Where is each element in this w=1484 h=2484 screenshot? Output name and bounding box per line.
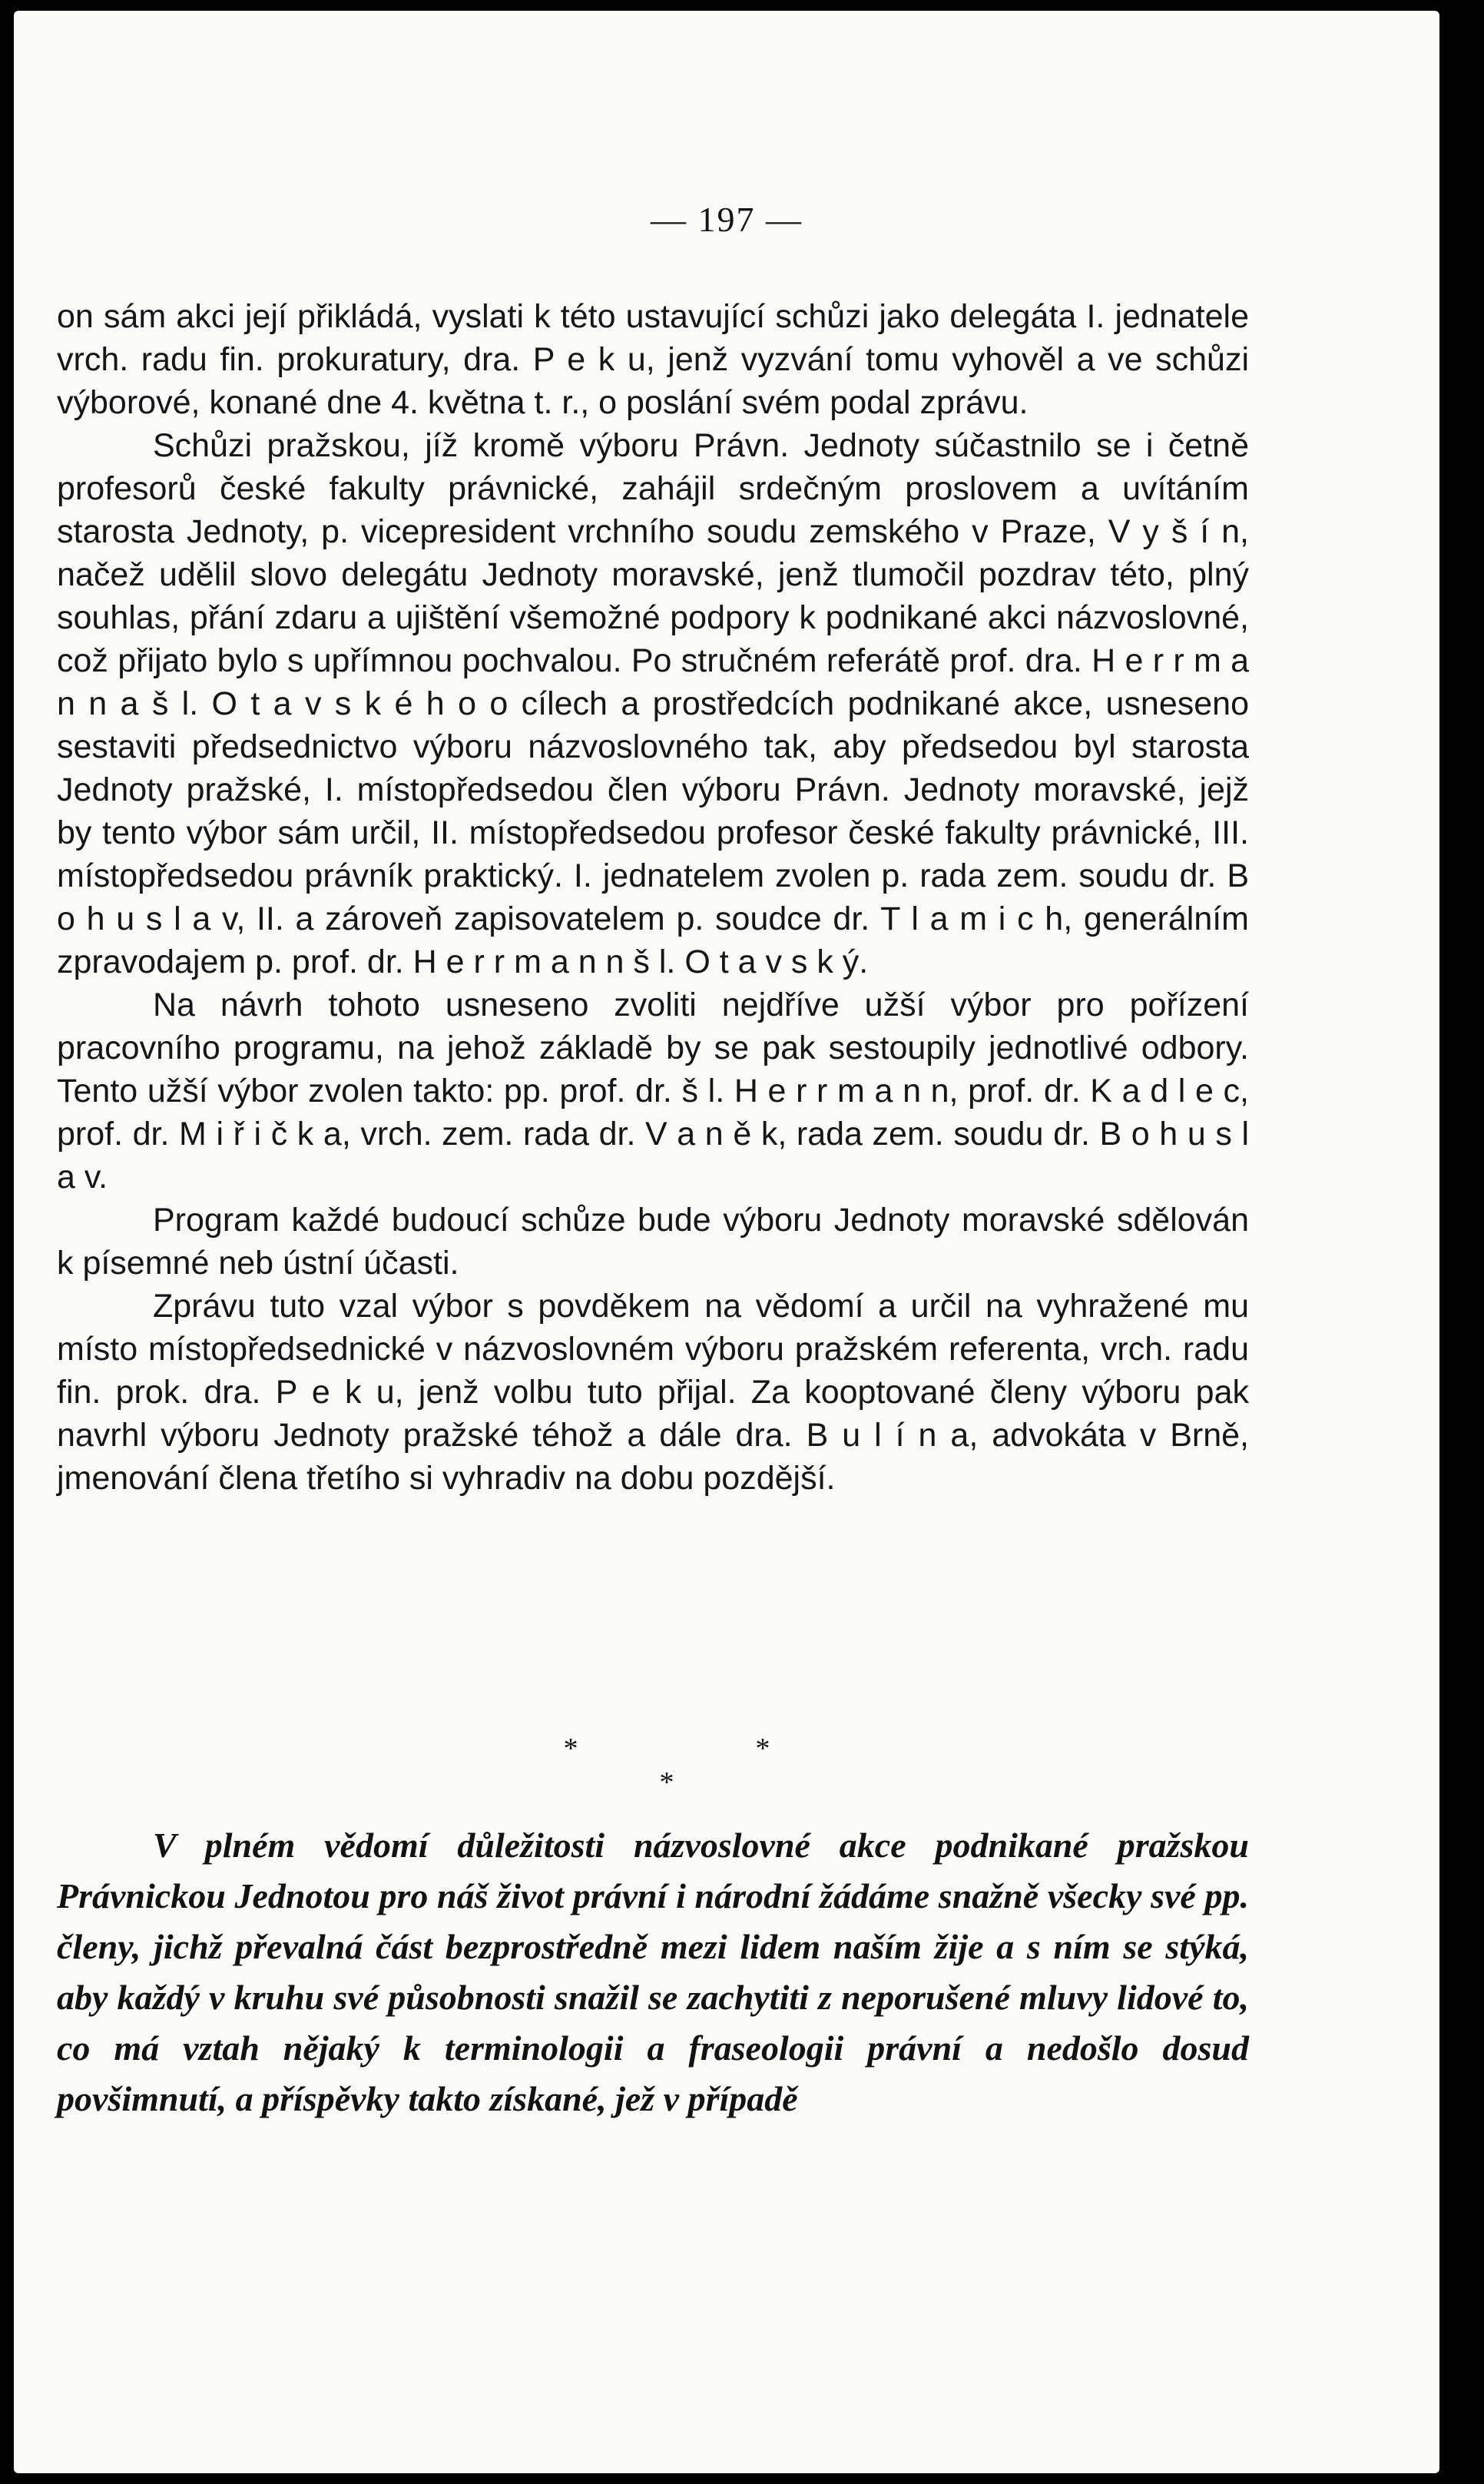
separator-star-bottom: *	[659, 1766, 674, 1799]
paragraph-narrow-committee: Na návrh tohoto usneseno zvoliti nejdříve užší výbor pro pořízení pracovního programu, na jehož základě by se pak sestoupily jednotlivé odbory. Tento užší výbor zvolen takto: pp. prof. dr. š l. H e r r m a n n, prof. dr. K a d l e c, prof. dr. M i ř i č k a, vrch. zem. rada dr. V a n ě k, rada zem. soudu dr. B o h u s l a v.	[57, 987, 1249, 1196]
paragraph-program: Program každé budoucí schůze bude výboru Jednoty moravské sdělován k písemné neb ústní účasti.	[57, 1202, 1249, 1282]
separator-star-right: *	[755, 1733, 770, 1765]
paragraph-meeting-report: Schůzi pražskou, jíž kromě výboru Právn. Jednoty súčastnilo se i četně profesorů české fakulty právnické, zahájil srdečným proslovem a uvítáním starosta Jednoty, p. vicepresident vrchního soudu zemského v Praze, V y š í n, načež udělil slovo delegátu Jednoty moravské, jenž tlumočil pozdrav této, plný souhlas, přání zdaru a ujištění všemožné podpory k podnikané akci názvoslovné, což přijato bylo s upřímnou pochvalou. Po stručném referátě prof. dra. H e r r m a n n a š l. O t a v s k é h o o cílech a prostředcích podnikané akce, usneseno sestaviti předsednictvo výboru názvoslovného tak, aby předsedou byl starosta Jednoty pražské, I. místopředsedou člen výboru Právn. Jednoty moravské, jejž by tento výbor sám určil, II. místopředsedou profesor české fakulty právnické, III. místopředsedou právník praktický. I. jednatelem zvolen p. rada zem. soudu dr. B o h u s l a v, II. a zároveň zapisovatelem p. soudce dr. T l a m i c h, generálním zpravodajem p. prof. dr. H e r r m a n n š l. O t a v s k ý.	[57, 427, 1249, 980]
separator-star-left: *	[563, 1733, 578, 1765]
section-separator	[14, 1732, 1320, 1799]
paragraph-continuation: on sám akci její přikládá, vyslati k této ustavující schůzi jako delegáta I. jednatele vrch. radu fin. prokuratury, dra. P e k u, jenž vyzvání tomu vyhověl a ve schůzi výborové, konané dne 4. května t. r., o poslání svém podal zprávu.	[57, 298, 1249, 421]
appeal-paragraph: V plném vědomí důležitosti názvoslovné akce podnikané pražskou Právnickou Jednotou pro náš život právní i národní žádáme snažně všecky své pp. členy, jichž převalná část bezprostředně mezi lidem naším žije a s ním se stýká, aby každý v kruhu své působnosti snažil se zachytiti z neporušené mluvy lidové to, co má vztah nějaký k terminologii a fraseologii právní a nedošlo dosud povšimnutí, a příspěvky takto získané, jež v případě	[57, 1826, 1249, 2118]
document-page	[14, 11, 1439, 2473]
paragraph-committee-decision: Zprávu tuto vzal výbor s povděkem na vědomí a určil na vyhražené mu místo místopředsednické v názvoslovném výboru pražském referenta, vrch. radu fin. prok. dra. P e k u, jenž volbu tuto přijal. Za kooptované členy výboru pak navrhl výboru Jednoty pražské téhož a dále dra. B u l í n a, advokáta v Brně, jmenování člena třetího si vyhradiv na dobu pozdější.	[57, 1288, 1249, 1497]
body-text	[57, 295, 1249, 1500]
appeal-text	[57, 1820, 1249, 2124]
page-number: — 197 —	[651, 200, 803, 239]
